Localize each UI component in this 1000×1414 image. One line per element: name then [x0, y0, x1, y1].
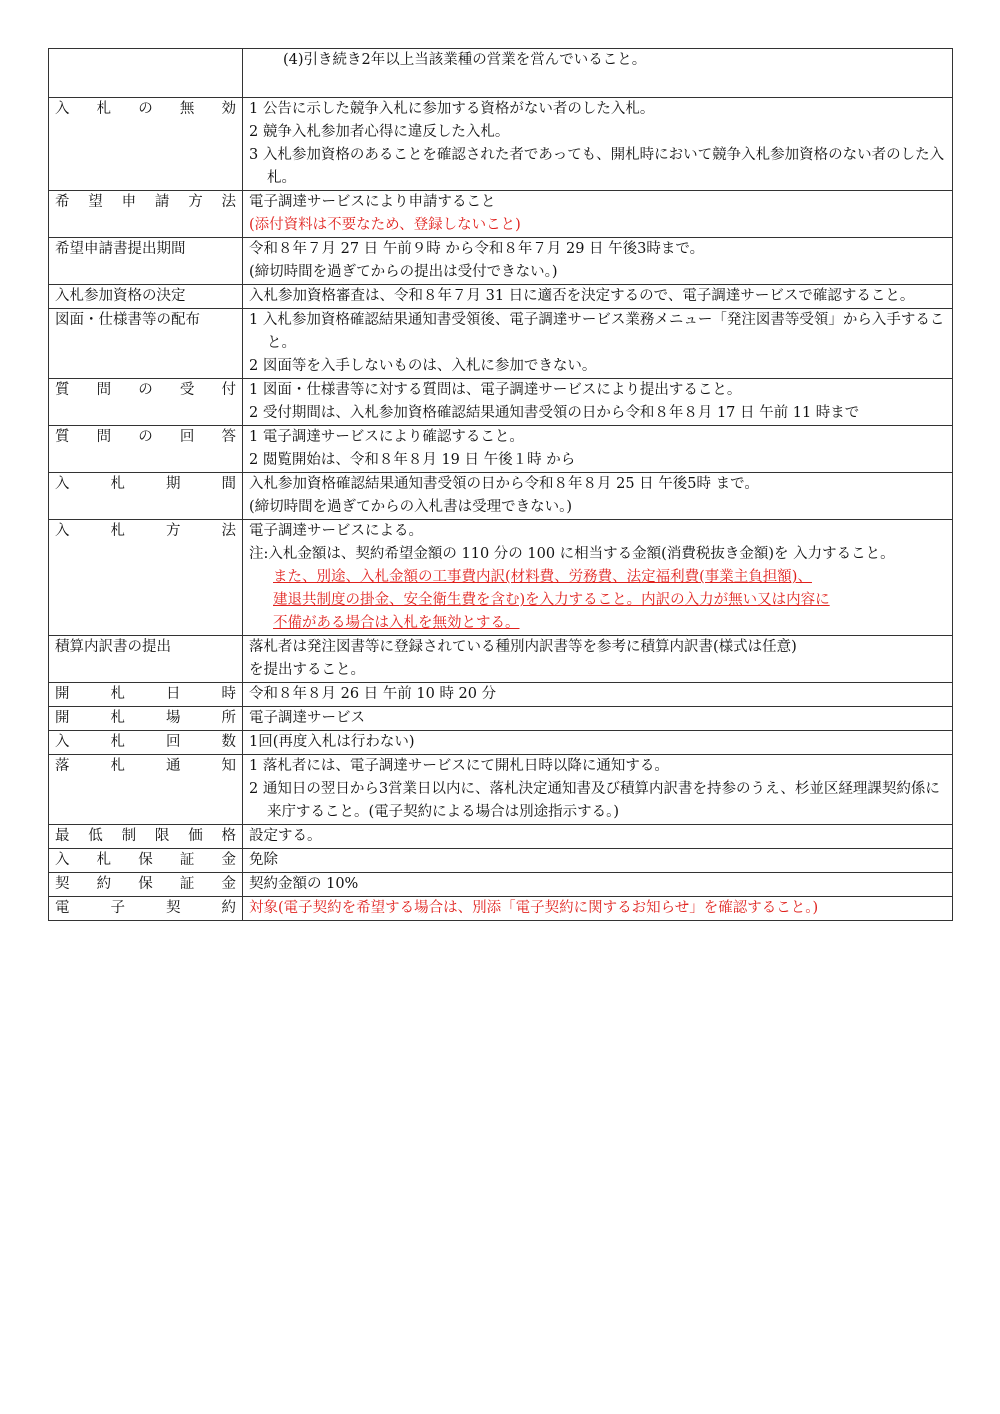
row-content — [243, 849, 953, 873]
table-row — [49, 683, 953, 707]
content-line: 入札参加資格確認結果通知書受領の日から令和８年８月 25 日 午後5時 まで。 — [249, 476, 759, 492]
row-label-text: 希望申請書提出期間 — [55, 241, 186, 257]
content-line: 電子調達サービス — [249, 710, 365, 726]
content-line: また、別途、入札金額の工事費内訳(材料費、労務費、法定福利費(事業主負担額)、 — [273, 569, 812, 585]
table-row — [49, 238, 953, 285]
content-line: (締切時間を過ぎてからの提出は受付できない。) — [249, 264, 558, 280]
table-row — [49, 897, 953, 921]
row-content — [243, 825, 953, 849]
row-label — [49, 309, 243, 379]
table-row — [49, 636, 953, 683]
row-content — [243, 309, 953, 379]
content-line: 建退共制度の掛金、安全衛生費を含む)を入力すること。内訳の入力が無い又は内容に — [273, 592, 830, 608]
row-label — [49, 897, 243, 921]
content-line: 令和８年７月 27 日 午前９時 から令和８年７月 29 日 午後3時まで。 — [249, 241, 705, 257]
row-label-text: 入札参加資格の決定 — [55, 288, 186, 304]
table-row — [49, 873, 953, 897]
table-row — [49, 473, 953, 520]
row-label-text: 契 約 保 証 金 — [55, 876, 236, 892]
table-body — [49, 49, 953, 921]
row-label — [49, 636, 243, 683]
row-content — [243, 191, 953, 238]
table-row — [49, 285, 953, 309]
row-label — [49, 707, 243, 731]
content-line: 不備がある場合は入札を無効とする。 — [273, 615, 520, 631]
row-content — [243, 731, 953, 755]
content-line: 2 閲覧開始は、令和８年８月 19 日 午後１時 から — [249, 452, 576, 468]
row-content — [243, 473, 953, 520]
content-line: 1 入札参加資格確認結果通知書受領後、電子調達サービス業務メニュー「発注図書等受領」から入手すること。 — [249, 312, 945, 351]
row-content — [243, 426, 953, 473]
content-line: 注:入札金額は、契約希望金額の 110 分の 100 に相当する金額(消費税抜き金額)を 入力すること。 — [249, 546, 895, 562]
row-content — [243, 520, 953, 636]
content-line: 対象(電子契約を希望する場合は、別添「電子契約に関するお知らせ」を確認すること。) — [249, 900, 819, 916]
row-content — [243, 285, 953, 309]
content-line: 入札参加資格審査は、令和８年７月 31 日に適否を決定するので、電子調達サービスで確認すること。 — [249, 288, 915, 304]
row-label — [49, 520, 243, 636]
row-label — [49, 49, 243, 98]
content-line: (締切時間を過ぎてからの入札書は受理できない。) — [249, 499, 573, 515]
row-label-text: 積算内訳書の提出 — [55, 639, 171, 655]
row-label-text: 落 札 通 知 — [55, 758, 236, 774]
content-line: を提出すること。 — [249, 662, 365, 678]
row-content — [243, 98, 953, 191]
row-label-text: 質 問 の 受 付 — [55, 382, 236, 398]
content-line: 2 競争入札参加者心得に違反した入札。 — [249, 124, 510, 140]
row-label — [49, 873, 243, 897]
table-row — [49, 755, 953, 825]
row-content — [243, 873, 953, 897]
row-label-text: 開 札 日 時 — [55, 686, 236, 702]
table-row — [49, 731, 953, 755]
content-line: 落札者は発注図書等に登録されている種別内訳書等を参考に積算内訳書(様式は任意) — [249, 639, 797, 655]
table-row — [49, 379, 953, 426]
row-content — [243, 707, 953, 731]
content-line: 2 図面等を入手しないものは、入札に参加できない。 — [249, 358, 597, 374]
content-line: 3 入札参加資格のあることを確認された者であっても、開札時において競争入札参加資格のない者のした入札。 — [249, 147, 945, 186]
row-label-text: 入 札 回 数 — [55, 734, 236, 750]
row-label-text: 入 札 方 法 — [55, 523, 236, 539]
row-label — [49, 755, 243, 825]
content-line: 1回(再度入札は行わない) — [249, 734, 415, 750]
row-label-text: 開 札 場 所 — [55, 710, 236, 726]
table-row — [49, 825, 953, 849]
row-label — [49, 825, 243, 849]
row-label-text: 最 低 制 限 価 格 — [55, 828, 236, 844]
row-label — [49, 379, 243, 426]
row-label-text: 希 望 申 請 方 法 — [55, 194, 236, 210]
row-label — [49, 426, 243, 473]
content-line: 令和８年８月 26 日 午前 10 時 20 分 — [249, 686, 497, 702]
content-line: 免除 — [249, 852, 278, 868]
table-row — [49, 520, 953, 636]
content-line: 1 公告に示した競争入札に参加する資格がない者のした入札。 — [249, 101, 655, 117]
row-label — [49, 98, 243, 191]
row-content — [243, 238, 953, 285]
content-line: 設定する。 — [249, 828, 322, 844]
row-label-text: 電 子 契 約 — [55, 900, 236, 916]
content-line: 契約金額の 10% — [249, 876, 359, 892]
procurement-conditions-table — [48, 48, 953, 921]
row-content — [243, 683, 953, 707]
content-line: 電子調達サービスによる。 — [249, 523, 423, 539]
content-line: 2 受付期間は、入札参加資格確認結果通知書受領の日から令和８年８月 17 日 午前 11 時まで — [249, 405, 860, 421]
table-row — [49, 309, 953, 379]
content-line: 1 落札者には、電子調達サービスにて開札日時以降に通知する。 — [249, 758, 669, 774]
row-label-text: 入 札 の 無 効 — [55, 101, 236, 117]
row-content — [243, 49, 953, 98]
row-label-text: 図面・仕様書等の配布 — [55, 312, 200, 328]
row-label-text: 入 札 保 証 金 — [55, 852, 236, 868]
table-row — [49, 191, 953, 238]
row-label — [49, 473, 243, 520]
content-line: (4)引き続き2年以上当該業種の営業を営んでいること。 — [283, 52, 647, 68]
row-label — [49, 191, 243, 238]
table-row — [49, 849, 953, 873]
row-content — [243, 379, 953, 426]
content-line: (添付資料は不要なため、登録しないこと) — [249, 217, 521, 233]
row-label-text: 入 札 期 間 — [55, 476, 236, 492]
table-row — [49, 49, 953, 98]
content-line: 2 通知日の翌日から3営業日以内に、落札決定通知書及び積算内訳書を持参のうえ、杉並区経理課契約係に来庁すること。(電子契約による場合は別途指示する。) — [249, 781, 940, 820]
table-row — [49, 98, 953, 191]
row-label-text: 質 問 の 回 答 — [55, 429, 236, 445]
row-label — [49, 731, 243, 755]
table-row — [49, 426, 953, 473]
row-label — [49, 683, 243, 707]
row-content — [243, 755, 953, 825]
content-line: 1 電子調達サービスにより確認すること。 — [249, 429, 524, 445]
row-label — [49, 285, 243, 309]
row-label — [49, 849, 243, 873]
content-line: 電子調達サービスにより申請すること — [249, 194, 496, 210]
row-content — [243, 897, 953, 921]
table-row — [49, 707, 953, 731]
content-line: 1 図面・仕様書等に対する質問は、電子調達サービスにより提出すること。 — [249, 382, 742, 398]
row-content — [243, 636, 953, 683]
row-label — [49, 238, 243, 285]
